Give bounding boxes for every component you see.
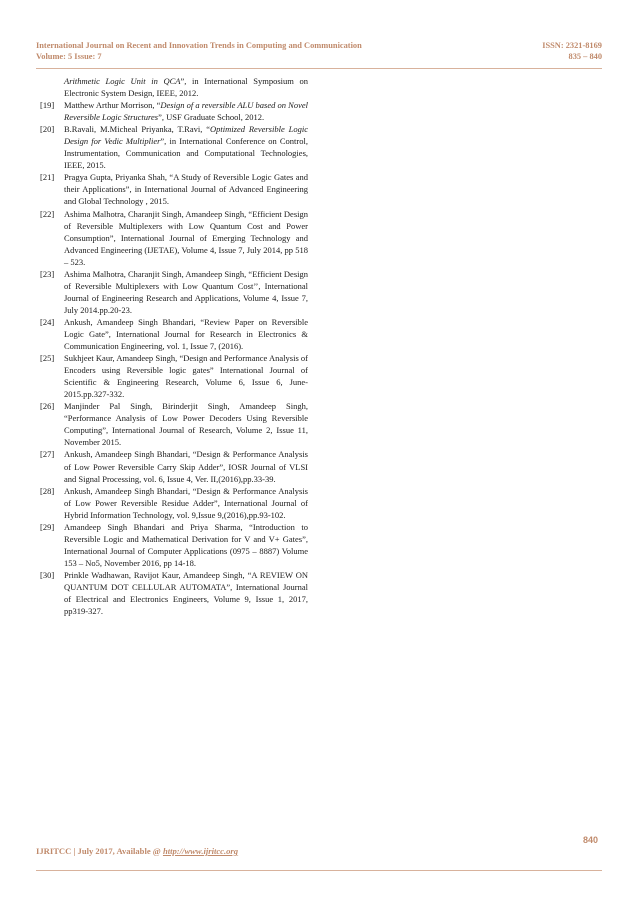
journal-title: International Journal on Recent and Innovation Trends in Computing and Communication: [36, 41, 362, 50]
reference-number: [19]: [40, 100, 55, 111]
reference-item: [40, 352, 308, 400]
reference-text: Arithmetic Logic Unit in QCA”, in International Symposium on Electronic System Design, IEEE, 2012.: [64, 76, 308, 99]
reference-text: Ashima Malhotra, Charanjit Singh, Amandeep Singh, “Efficient Design of Reversible Multiplexers with Low Quantum Cost’’, International Journal of Engineering Research and Applications, Volume 4, Issue 7, July 2014.pp.20-23.: [64, 268, 308, 315]
reference-list: [40, 75, 308, 617]
footer: [36, 846, 238, 856]
reference-text: Ashima Malhotra, Charanjit Singh, Amandeep Singh, “Efficient Design of Reversible Multiplexers with Low Quantum Cost and Power Consumption”, International Journal of Emerging Technology and Advanced Engineering (IJETAE), Volume 4, Issue 7, July 2014, pp 518 – 523.: [64, 208, 308, 267]
reference-item: [40, 171, 308, 207]
reference-text: B.Ravali, M.Micheal Priyanka, T.Ravi, “Optimized Reversible Logic Design for Vedic Multiplier”, in International Conference on Control, Instrumentation, Communication and Computational Technologies, IEEE, 2015.: [64, 124, 308, 171]
reference-text: Matthew Arthur Morrison, “Design of a reversible ALU based on Novel Reversible Logic Structures”, USF Graduate School, 2012.: [64, 100, 308, 123]
reference-text: Sukhjeet Kaur, Amandeep Singh, “Design and Performance Analysis of Encoders using Reversible logic gates” International Journal of Scientific & Engineering Research, Volume 6, Issue 6, June-2015.pp.327-332.: [64, 353, 308, 400]
reference-item: [40, 448, 308, 484]
reference-number: [28]: [40, 485, 55, 496]
running-header-right: [542, 40, 602, 62]
reference-text: Ankush, Amandeep Singh Bhandari, “Review Paper on Reversible Logic Gate”, International Journal for Research in Electronics & Communication Engineering, vol. 1, Issue 7, (2016).: [64, 316, 308, 352]
reference-text: Amandeep Singh Bhandari and Priya Sharma, “Introduction to Reversible Logic and Mathematical Derivation for V and V+ Gates”, International Journal of Computer Applications (0975 – 8887) Volume 153 – No5, November 2016, pp 14-18.: [64, 521, 308, 568]
reference-text: Ankush, Amandeep Singh Bhandari, “Design & Performance Analysis of Low Power Reversible Residue Adder”, International Journal of Hybrid Information Technology, vol. 9,Issue 9,(2016),pp.93-102.: [64, 485, 308, 520]
volume-issue: Volume: 5 Issue: 7: [36, 52, 102, 61]
reference-item: [40, 123, 308, 171]
reference-text: Prinkle Wadhawan, Ravijot Kaur, Amandeep Singh, “A REVIEW ON QUANTUM DOT CELLULAR AUTOMATA”, International Journal of Electrical and Electronics Engineers, Volume 9, Issue 1, 2017, pp319-327.: [64, 569, 308, 617]
running-header-left: [36, 40, 362, 62]
reference-number: [25]: [40, 353, 55, 364]
header-rule: [36, 68, 602, 69]
reference-item: [40, 521, 308, 569]
reference-number: [24]: [40, 316, 55, 327]
reference-number: [22]: [40, 208, 55, 219]
reference-number: [23]: [40, 268, 55, 279]
reference-text: Manjinder Pal Singh, Birinderjit Singh, Amandeep Singh, “Performance Analysis of Low Power Decoders Using Reversible Computing”, International Journal of Research, Volume 2, Issue 11, November 2015.: [64, 401, 308, 448]
reference-number: [30]: [40, 569, 55, 580]
reference-item: [40, 268, 308, 316]
reference-number: [20]: [40, 124, 55, 135]
reference-item: [40, 569, 308, 617]
reference-item: [40, 99, 308, 123]
footer-link[interactable]: http://www.ijritcc.org: [162, 846, 239, 856]
page-range: 835 – 840: [568, 52, 602, 61]
page-number: 840: [582, 835, 598, 845]
reference-text: Ankush, Amandeep Singh Bhandari, “Design & Performance Analysis of Low Power Reversible Carry Skip Adder”, IOSR Journal of VLSI and Signal Processing, vol. 6, Issue 4, Ver. II,(2016),pp.33-39.: [64, 449, 308, 484]
reference-text: Pragya Gupta, Priyanka Shah, “A Study of Reversible Logic Gates and their Applications”, in International Journal of Advanced Engineering and Global Technology , 2015.: [64, 172, 308, 207]
reference-item: [40, 316, 308, 352]
reference-item: [40, 208, 308, 268]
reference-number: [29]: [40, 521, 55, 532]
reference-item: [40, 75, 308, 99]
reference-item: [40, 485, 308, 521]
reference-item: [40, 400, 308, 448]
reference-number: [26]: [40, 401, 55, 412]
footer-text: IJRITCC | July 2017, Available @: [36, 846, 163, 856]
reference-number: [21]: [40, 172, 55, 183]
footer-rule: [36, 870, 602, 871]
reference-number: [27]: [40, 449, 55, 460]
issn: ISSN: 2321-8169: [542, 41, 602, 50]
